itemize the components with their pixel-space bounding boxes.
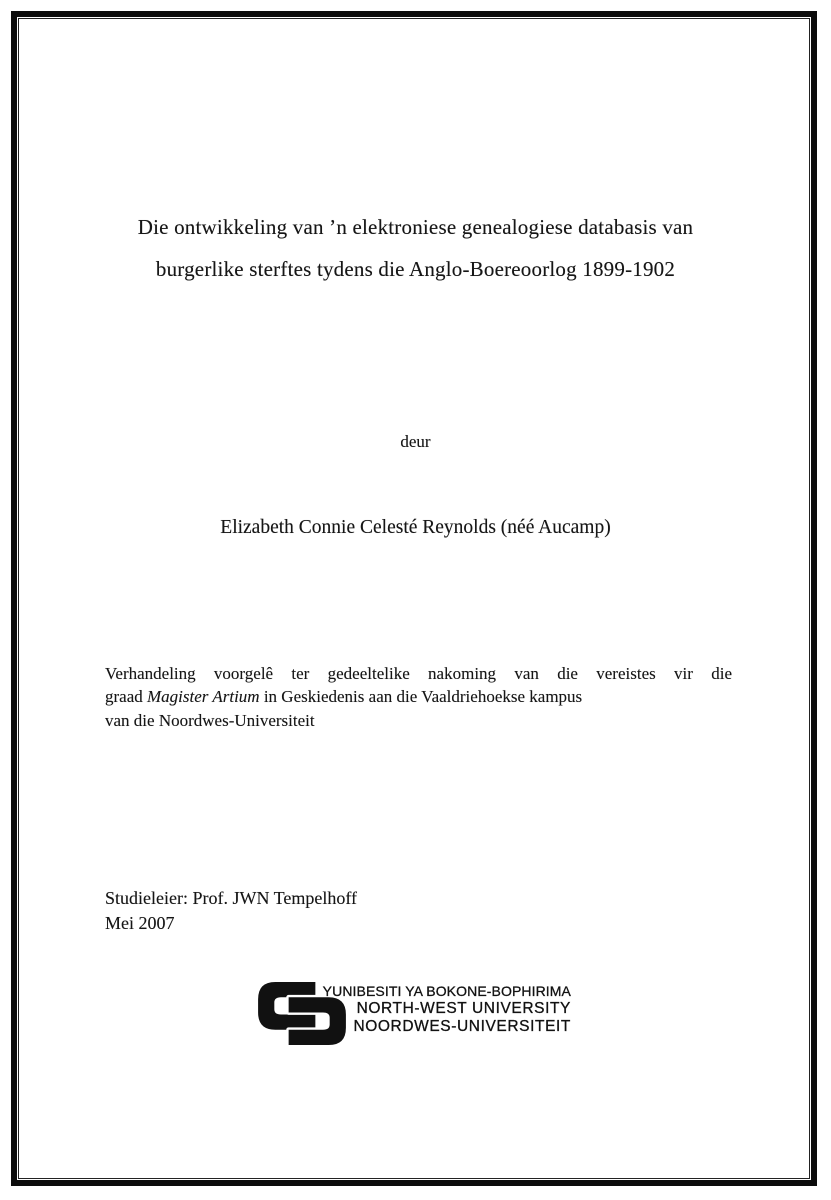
logo-line-setswana: YUNIBESITI YA BOKONE-BOPHIRIMA: [322, 983, 571, 999]
author-name: Elizabeth Connie Celesté Reynolds (néé Aucamp): [220, 517, 611, 538]
submission-line2: [105, 685, 732, 708]
degree-name-italic: Magister Artium: [147, 687, 260, 707]
logo-line-english: NORTH-WEST UNIVERSITY: [356, 1000, 571, 1017]
submission-line1: Verhandeling voorgelê ter gedeeltelike nakoming van die vereistes vir die: [105, 664, 732, 683]
thesis-title: [60, 206, 771, 290]
submission-statement: [105, 662, 732, 732]
nwu-logo-wordmark: [321, 982, 571, 1036]
thesis-title-line2: burgerlike sterftes tydens die Anglo-Boereoorlog 1899-1902: [155, 257, 676, 281]
nwu-logo: [258, 982, 588, 1052]
submission-line2-suffix: in Geskiedenis aan die Vaaldriehoekse kampus: [259, 687, 583, 707]
supervisor-block: [105, 886, 357, 936]
date-line: Mei 2007: [105, 913, 175, 933]
thesis-title-line1: Die ontwikkeling van ’n elektroniese genealogiese databasis van: [137, 215, 694, 239]
supervisor-line: Studieleier: Prof. JWN Tempelhoff: [105, 888, 358, 908]
submission-line2-prefix: graad: [105, 687, 148, 707]
byline-label: deur: [400, 432, 431, 451]
submission-line3: van die Noordwes-Universiteit: [105, 710, 315, 730]
logo-line-afrikaans: NOORDWES-UNIVERSITEIT: [353, 1018, 571, 1035]
